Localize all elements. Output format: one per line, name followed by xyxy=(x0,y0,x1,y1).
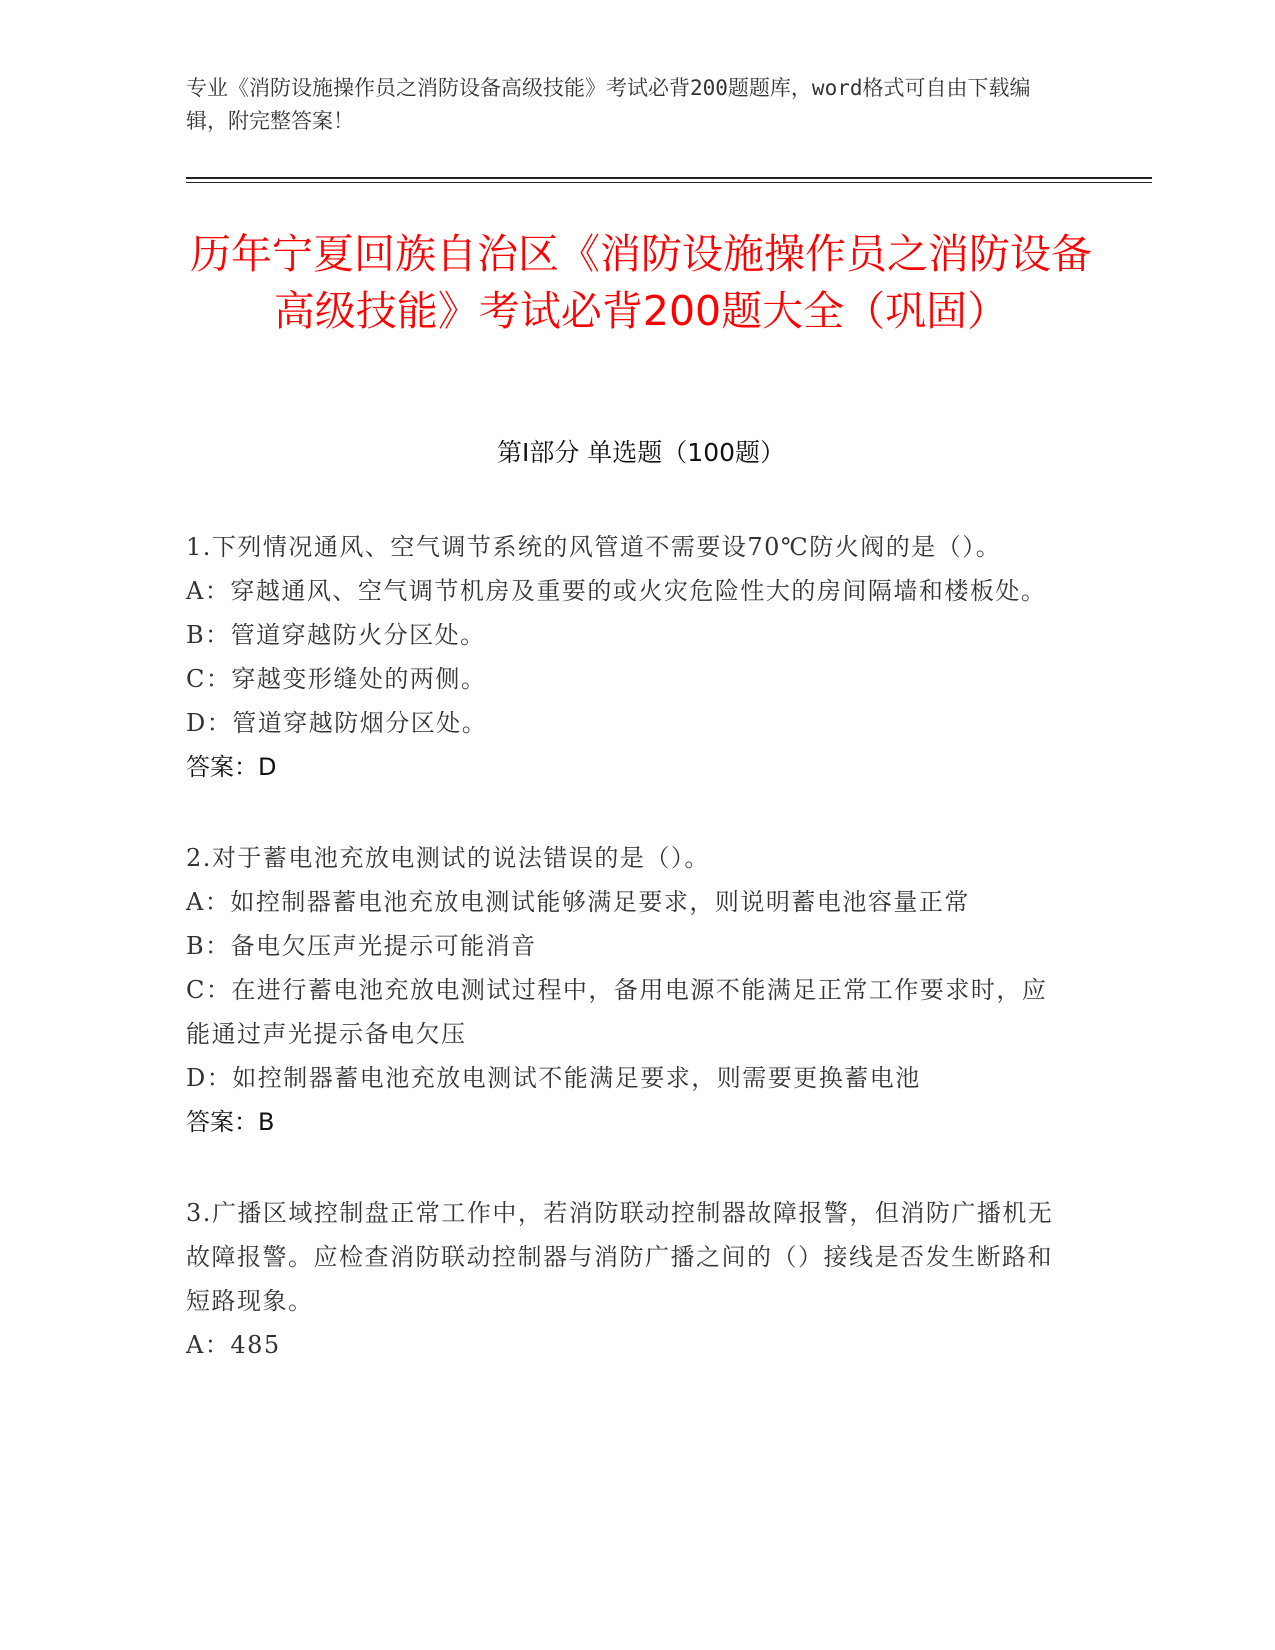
question-1 xyxy=(186,525,1066,789)
option-a: A：如控制器蓄电池充放电测试能够满足要求，则说明蓄电池容量正常 xyxy=(186,888,970,916)
question-stem: 1.下列情况通风、空气调节系统的风管道不需要设70℃防火阀的是（）。 xyxy=(186,533,1002,561)
question-3 xyxy=(186,1191,1066,1367)
question-stem: 2.对于蓄电池充放电测试的说法错误的是（）。 xyxy=(186,844,710,872)
question-stem: 3.广播区域控制盘正常工作中，若消防联动控制器故障报警，但消防广播机无故障报警。应检查消防联动控制器与消防广播之间的（）接线是否发生断路和短路现象。 xyxy=(186,1199,1054,1315)
option-c: C：在进行蓄电池充放电测试过程中，备用电源不能满足正常工作要求时，应能通过声光提示备电欠压 xyxy=(186,976,1048,1048)
answer-line: 答案：B xyxy=(186,1108,275,1136)
header-divider-thin xyxy=(186,182,1152,183)
option-b: B：管道穿越防火分区处。 xyxy=(186,621,486,649)
option-c: C：穿越变形缝处的两侧。 xyxy=(186,665,487,693)
option-d: D：如控制器蓄电池充放电测试不能满足要求，则需要更换蓄电池 xyxy=(186,1064,921,1092)
document-title: 历年宁夏回族自治区《消防设施操作员之消防设备高级技能》考试必背200题大全（巩固） xyxy=(190,230,1092,335)
header-note: 专业《消防设施操作员之消防设备高级技能》考试必背200题题库，word格式可自由下载编辑，附完整答案！ xyxy=(186,76,1031,133)
question-list xyxy=(186,525,1066,1414)
question-2 xyxy=(186,836,1066,1144)
header-divider-thick xyxy=(186,177,1152,179)
option-b: B：备电欠压声光提示可能消音 xyxy=(186,932,537,960)
option-a: A：485 xyxy=(186,1331,281,1359)
option-d: D：管道穿越防烟分区处。 xyxy=(186,709,488,737)
option-a: A：穿越通风、空气调节机房及重要的或火灾危险性大的房间隔墙和楼板处。 xyxy=(186,577,1047,605)
answer-line: 答案：D xyxy=(186,753,277,781)
section-heading: 第Ⅰ部分 单选题（100题） xyxy=(496,438,786,467)
